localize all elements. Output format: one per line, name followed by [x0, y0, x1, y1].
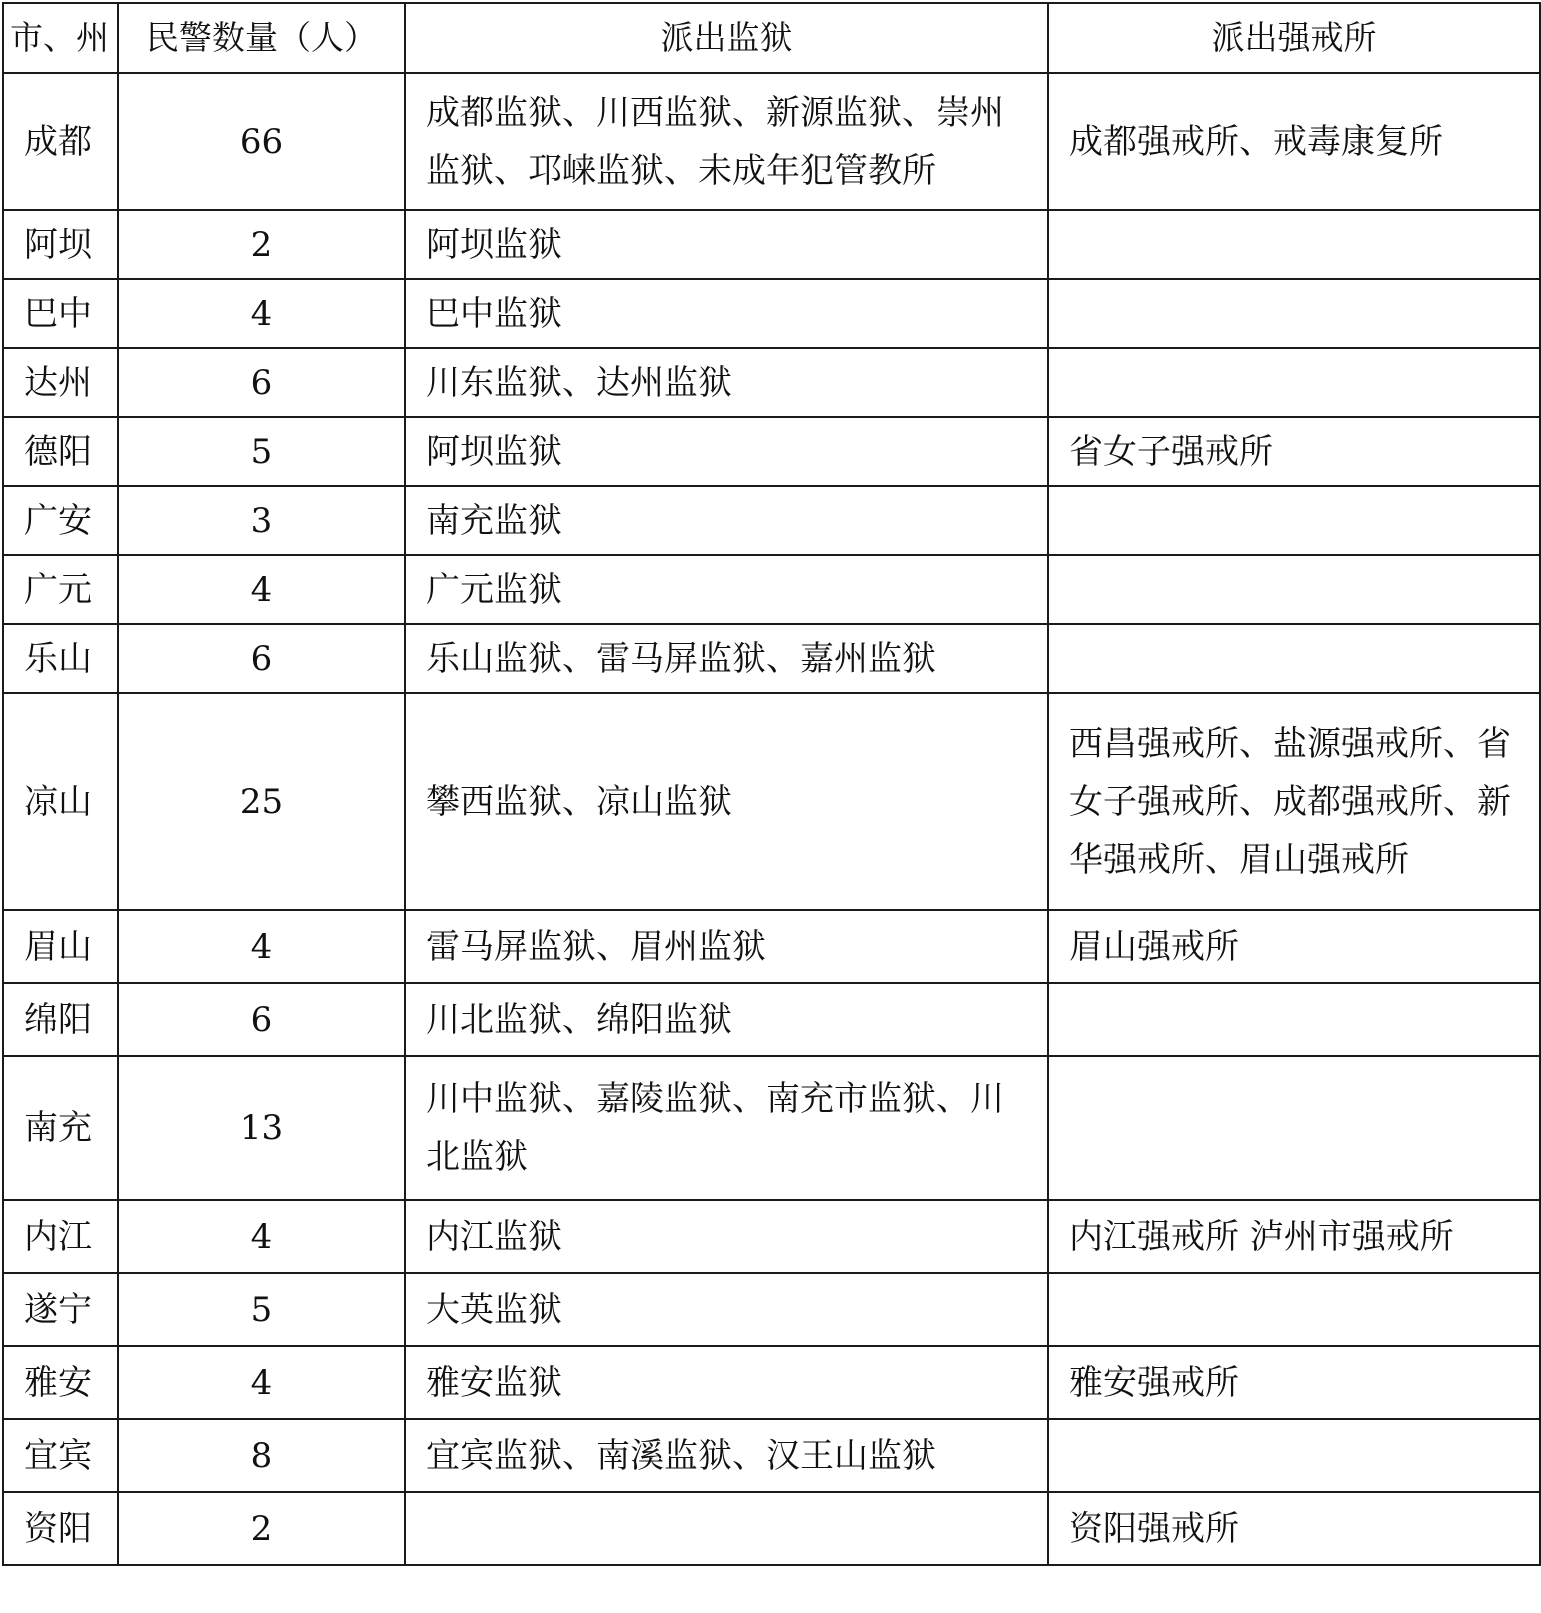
header-city: 市、州 [3, 3, 118, 73]
rehab-centers-cell: 雅安强戒所 [1048, 1346, 1540, 1419]
city-cell: 巴中 [3, 279, 118, 348]
rehab-centers-cell [1048, 983, 1540, 1056]
prisons-cell: 川东监狱、达州监狱 [405, 348, 1048, 417]
header-row [3, 3, 1540, 73]
table-row [3, 73, 1540, 210]
table-row [3, 555, 1540, 624]
rehab-centers-cell: 成都强戒所、戒毒康复所 [1048, 73, 1540, 210]
prisons-cell: 内江监狱 [405, 1200, 1048, 1273]
table-row [3, 348, 1540, 417]
rehab-centers-cell: 内江强戒所 泸州市强戒所 [1048, 1200, 1540, 1273]
city-cell: 凉山 [3, 693, 118, 910]
rehab-centers-cell [1048, 1273, 1540, 1346]
rehab-centers-cell: 资阳强戒所 [1048, 1492, 1540, 1565]
prisons-cell: 乐山监狱、雷马屏监狱、嘉州监狱 [405, 624, 1048, 693]
table-row [3, 1056, 1540, 1200]
city-cell: 乐山 [3, 624, 118, 693]
rehab-centers-cell [1048, 348, 1540, 417]
table-row [3, 210, 1540, 279]
table-row [3, 1346, 1540, 1419]
city-cell: 广安 [3, 486, 118, 555]
rehab-centers-cell: 眉山强戒所 [1048, 910, 1540, 983]
rehab-centers-cell [1048, 279, 1540, 348]
city-cell: 绵阳 [3, 983, 118, 1056]
police-count-cell: 4 [118, 910, 405, 983]
table-row [3, 1200, 1540, 1273]
city-cell: 雅安 [3, 1346, 118, 1419]
police-count-cell: 4 [118, 1200, 405, 1273]
table-row [3, 486, 1540, 555]
police-count-cell: 2 [118, 210, 405, 279]
police-count-cell: 25 [118, 693, 405, 910]
prisons-cell: 南充监狱 [405, 486, 1048, 555]
table-body [3, 73, 1540, 1565]
police-count-cell: 13 [118, 1056, 405, 1200]
police-dispatch-table [2, 2, 1541, 1566]
prisons-cell: 大英监狱 [405, 1273, 1048, 1346]
prisons-cell: 宜宾监狱、南溪监狱、汉王山监狱 [405, 1419, 1048, 1492]
police-count-cell: 2 [118, 1492, 405, 1565]
table-row [3, 693, 1540, 910]
rehab-centers-cell [1048, 486, 1540, 555]
police-count-cell: 4 [118, 555, 405, 624]
header-prisons: 派出监狱 [405, 3, 1048, 73]
rehab-centers-cell [1048, 624, 1540, 693]
city-cell: 成都 [3, 73, 118, 210]
prisons-cell: 阿坝监狱 [405, 210, 1048, 279]
rehab-centers-cell [1048, 1419, 1540, 1492]
police-count-cell: 5 [118, 417, 405, 486]
prisons-cell: 广元监狱 [405, 555, 1048, 624]
rehab-centers-cell: 西昌强戒所、盐源强戒所、省女子强戒所、成都强戒所、新华强戒所、眉山强戒所 [1048, 693, 1540, 910]
city-cell: 遂宁 [3, 1273, 118, 1346]
city-cell: 资阳 [3, 1492, 118, 1565]
table-row [3, 1492, 1540, 1565]
header-rehab-centers: 派出强戒所 [1048, 3, 1540, 73]
prisons-cell: 雅安监狱 [405, 1346, 1048, 1419]
table-row [3, 910, 1540, 983]
table-row [3, 279, 1540, 348]
city-cell: 阿坝 [3, 210, 118, 279]
police-count-cell: 4 [118, 279, 405, 348]
prisons-cell: 川中监狱、嘉陵监狱、南充市监狱、川北监狱 [405, 1056, 1048, 1200]
police-count-cell: 5 [118, 1273, 405, 1346]
table-row [3, 1273, 1540, 1346]
prisons-cell: 雷马屏监狱、眉州监狱 [405, 910, 1048, 983]
rehab-centers-cell [1048, 1056, 1540, 1200]
city-cell: 德阳 [3, 417, 118, 486]
prisons-cell: 攀西监狱、凉山监狱 [405, 693, 1048, 910]
prisons-cell: 川北监狱、绵阳监狱 [405, 983, 1048, 1056]
header-police-count: 民警数量（人） [118, 3, 405, 73]
city-cell: 内江 [3, 1200, 118, 1273]
police-count-cell: 6 [118, 624, 405, 693]
police-count-cell: 6 [118, 348, 405, 417]
city-cell: 广元 [3, 555, 118, 624]
table-row [3, 417, 1540, 486]
table-row [3, 624, 1540, 693]
police-count-cell: 4 [118, 1346, 405, 1419]
prisons-cell: 巴中监狱 [405, 279, 1048, 348]
city-cell: 眉山 [3, 910, 118, 983]
table-row [3, 1419, 1540, 1492]
rehab-centers-cell [1048, 555, 1540, 624]
police-count-cell: 6 [118, 983, 405, 1056]
prisons-cell: 阿坝监狱 [405, 417, 1048, 486]
table-row [3, 983, 1540, 1056]
rehab-centers-cell: 省女子强戒所 [1048, 417, 1540, 486]
police-count-cell: 8 [118, 1419, 405, 1492]
police-count-cell: 3 [118, 486, 405, 555]
police-count-cell: 66 [118, 73, 405, 210]
rehab-centers-cell [1048, 210, 1540, 279]
city-cell: 宜宾 [3, 1419, 118, 1492]
prisons-cell [405, 1492, 1048, 1565]
city-cell: 南充 [3, 1056, 118, 1200]
prisons-cell: 成都监狱、川西监狱、新源监狱、崇州监狱、邛崃监狱、未成年犯管教所 [405, 73, 1048, 210]
city-cell: 达州 [3, 348, 118, 417]
